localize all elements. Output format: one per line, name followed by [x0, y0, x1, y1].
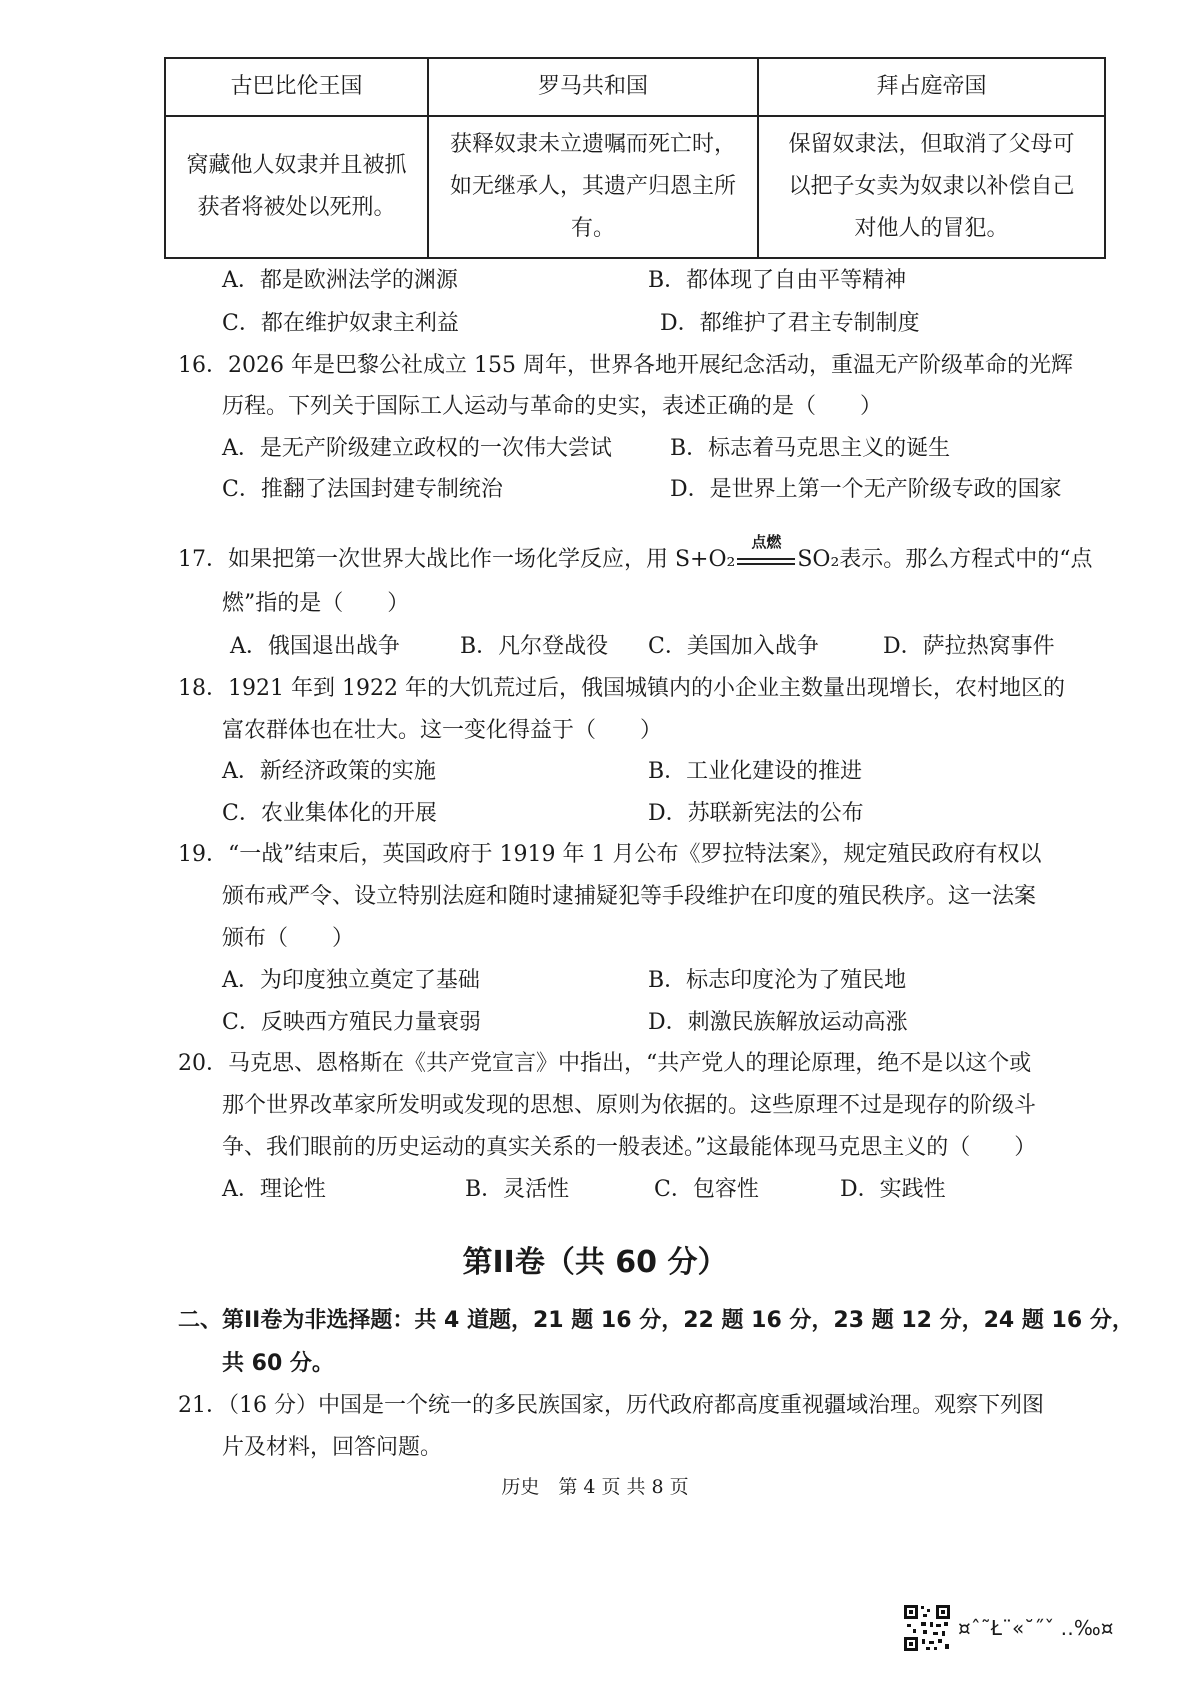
q19-option-c[interactable]: C．反映西方殖民力量衰弱 [222, 1010, 481, 1035]
q16-option-d[interactable]: D．是世界上第一个无产阶级专政的国家 [670, 477, 1062, 502]
q16-option-b[interactable]: B．标志着马克思主义的诞生 [670, 436, 951, 461]
q17-option-d[interactable]: D．萨拉热窝事件 [883, 634, 1055, 659]
table-header-rome: 罗马共和国 [428, 58, 758, 116]
slave-law-table [164, 57, 1106, 259]
section-instructions-line2: 共 60 分。 [222, 1351, 334, 1376]
q17-stem-line1: 17．如果把第一次世界大战比作一场化学反应，用 S+O₂ 点燃 SO₂表示。那么方程式中的“点 [178, 545, 1093, 575]
q19-stem-line1: 19．“一战”结束后，英国政府于 1919 年 1 月公布《罗拉特法案》，规定殖民政府有权以 [178, 842, 1042, 867]
q16-stem-line1: 16．2026 年是巴黎公社成立 155 周年，世界各地开展纪念活动，重温无产阶级革命的光辉 [178, 353, 1073, 378]
q19-option-b[interactable]: B．标志印度沦为了殖民地 [648, 968, 907, 993]
q21-stem-line2: 片及材料，回答问题。 [222, 1435, 443, 1460]
table-cell-byzantine: 保留奴隶法，但取消了父母可 以把子女卖为奴隶以补偿自己 对他人的冒犯。 [758, 116, 1105, 258]
q15-option-a[interactable]: A．都是欧洲法学的渊源 [222, 268, 458, 293]
table-header-byzantine: 拜占庭帝国 [758, 58, 1105, 116]
table-cell-rome: 获释奴隶未立遗嘱而死亡时， 如无继承人，其遗产归恩主所 有。 [428, 116, 758, 258]
q15-option-c[interactable]: C．都在维护奴隶主利益 [222, 311, 459, 336]
table-cell-babylon: 窝藏他人奴隶并且被抓 获者将被处以死刑。 [165, 116, 428, 258]
q15-option-b[interactable]: B．都体现了自由平等精神 [648, 268, 907, 293]
q15-option-d[interactable]: D．都维护了君主专制制度 [660, 311, 920, 336]
table-header-babylon: 古巴比伦王国 [165, 58, 428, 116]
q16-option-a[interactable]: A．是无产阶级建立政权的一次伟大尝试 [222, 436, 612, 461]
q19-stem-line2: 颁布戒严令、设立特别法庭和随时逮捕疑犯等手段维护在印度的殖民秩序。这一法案 [222, 884, 1037, 909]
section-instructions-line1: 二、第II卷为非选择题：共 4 道题，21 题 16 分，22 题 16 分，23 题 12 分，24 题 16 分， [178, 1308, 1134, 1333]
q21-stem-line1: 21．（16 分）中国是一个统一的多民族国家，历代政府都高度重视疆域治理。观察下列图 [178, 1393, 1044, 1418]
q20-stem-line1: 20．马克思、恩格斯在《共产党宣言》中指出，“共产党人的理论原理，绝不是以这个或 [178, 1051, 1032, 1076]
q16-option-c[interactable]: C．推翻了法国封建专制统治 [222, 477, 503, 502]
q20-stem-line3: 争、我们眼前的历史运动的真实关系的一般表述。”这最能体现马克思主义的（ ） [222, 1135, 1037, 1160]
q20-option-d[interactable]: D．实践性 [840, 1177, 946, 1202]
q18-option-c[interactable]: C．农业集体化的开展 [222, 801, 437, 826]
q18-option-d[interactable]: D．苏联新宪法的公布 [648, 801, 864, 826]
q16-stem-line2: 历程。下列关于国际工人运动与革命的史实，表述正确的是（ ） [222, 394, 883, 419]
q20-stem-line2: 那个世界改革家所发明或发现的思想、原则为依据的。这些原理不过是现存的阶级斗 [222, 1093, 1037, 1118]
page-footer: 历史 第 4 页 共 8 页 [501, 1476, 689, 1498]
q20-option-c[interactable]: C．包容性 [654, 1177, 759, 1202]
q17-option-c[interactable]: C．美国加入战争 [648, 634, 819, 659]
q19-option-a[interactable]: A．为印度独立奠定了基础 [222, 968, 480, 993]
section-title: 第II卷（共 60 分） [462, 1245, 728, 1280]
q20-option-a[interactable]: A．理论性 [222, 1177, 326, 1202]
reaction-arrow [735, 533, 797, 575]
q18-option-b[interactable]: B．工业化建设的推进 [648, 759, 863, 784]
q19-stem-line3: 颁布（ ） [222, 926, 355, 951]
q20-option-b[interactable]: B．灵活性 [465, 1177, 570, 1202]
reaction-condition: 点燃 [751, 533, 782, 551]
q18-stem-line2: 富农群体也在壮大。这一变化得益于（ ） [222, 718, 663, 743]
q17-option-b[interactable]: B．凡尔登战役 [460, 634, 609, 659]
q19-option-d[interactable]: D．刺激民族解放运动高涨 [648, 1010, 908, 1035]
q18-stem-line1: 18．1921 年到 1922 年的大饥荒过后，俄国城镇内的小企业主数量出现增长，农村地区的 [178, 676, 1065, 701]
qr-caption: ¤ˆ˜Ł¨«˘˝ˇ ‥‰¤ [958, 1616, 1114, 1640]
q17-option-a[interactable]: A．俄国退出战争 [230, 634, 400, 659]
q18-option-a[interactable]: A．新经济政策的实施 [222, 759, 436, 784]
qr-code-icon [903, 1604, 951, 1652]
q17-stem-line2: 燃”指的是（ ） [222, 591, 410, 616]
